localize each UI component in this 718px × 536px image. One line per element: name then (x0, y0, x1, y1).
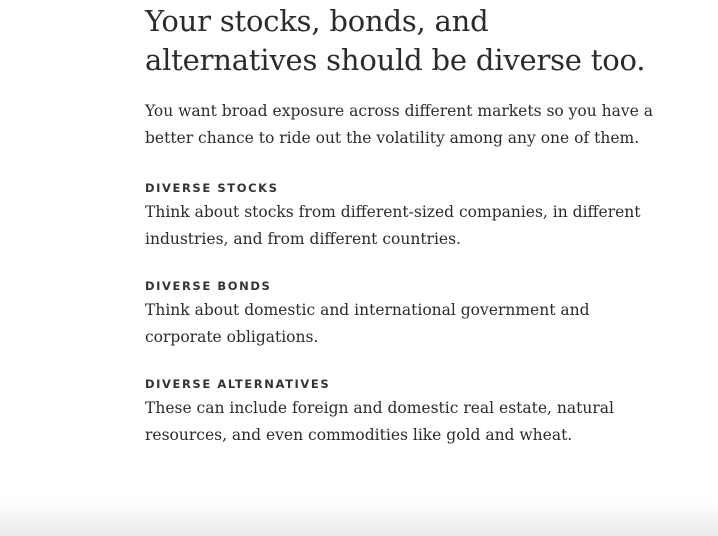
section-heading: DIVERSE BONDS (145, 279, 272, 293)
section-diverse-alternatives (145, 376, 655, 449)
bottom-fade-overlay (0, 500, 718, 536)
section-diverse-bonds (145, 278, 655, 351)
article-content (145, 0, 655, 449)
intro-paragraph: You want broad exposure across different markets so you have a better chance to ride out the volatility among any one of them. (145, 102, 653, 147)
section-heading: DIVERSE STOCKS (145, 181, 279, 195)
section-body: Think about domestic and international government and corporate obligations. (145, 301, 590, 346)
section-body: These can include foreign and domestic real estate, natural resources, and even commodities like gold and wheat. (145, 399, 614, 444)
section-diverse-stocks (145, 180, 655, 253)
headline: Your stocks, bonds, and alternatives should be diverse too. (145, 4, 646, 77)
section-body: Think about stocks from different-sized companies, in different industries, and from different countries. (145, 203, 641, 248)
section-heading: DIVERSE ALTERNATIVES (145, 377, 331, 391)
